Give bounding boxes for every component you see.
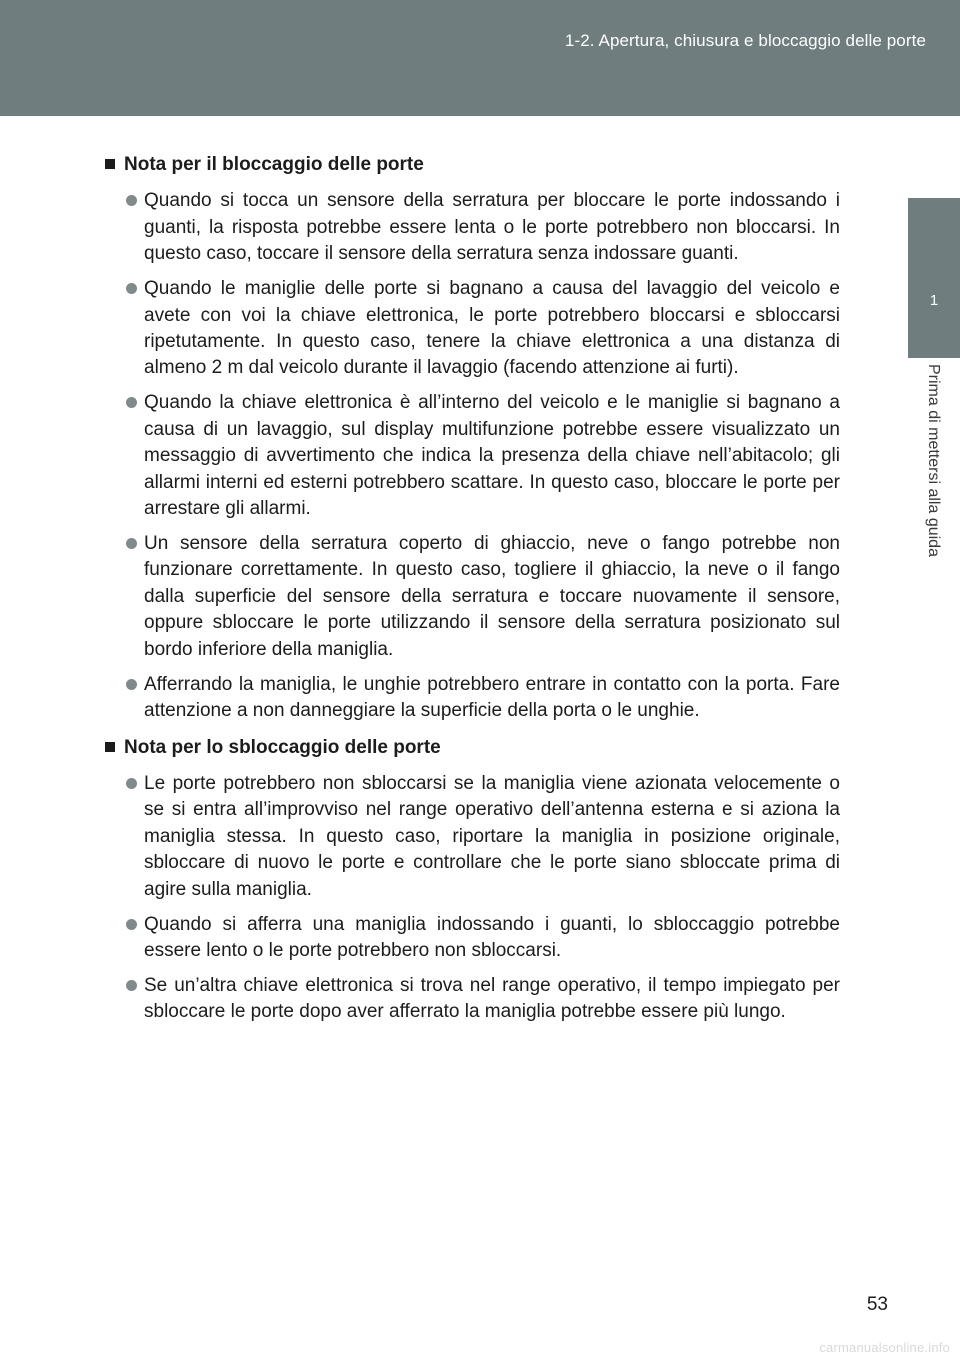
section-heading-text: Nota per lo sbloccaggio delle porte xyxy=(124,736,441,758)
list-item-text: Quando la chiave elettronica è all’interno del veicolo e le maniglie si bagnano a causa di un lavaggio, sul display multifunzione potrebbe essere visualizzato un messaggio di avvertimento che indica la presenza della chiave nell’abitacolo; gli allarmi interni ed esterni potrebbero scattare. In questo caso, bloccare le porte per arrestare gli allarmi. xyxy=(144,392,840,520)
chapter-title-wrap xyxy=(908,358,960,638)
list-item xyxy=(104,771,840,903)
list-item xyxy=(104,531,840,663)
section-heading xyxy=(104,735,840,761)
header-title: 1-2. Apertura, chiusura e bloccaggio delle porte xyxy=(564,31,926,50)
list-item-text: Quando si afferra una maniglia indossando i guanti, lo sbloccaggio potrebbe essere lento o le porte potrebbero non sbloccarsi. xyxy=(144,913,840,961)
list-item-text: Se un’altra chiave elettronica si trova nel range operativo, il tempo impiegato per sbloccare le porte dopo aver afferrato la maniglia potrebbe essere più lungo. xyxy=(144,974,840,1023)
circle-bullet-icon xyxy=(126,778,137,789)
circle-bullet-icon xyxy=(126,980,137,991)
circle-bullet-icon xyxy=(126,919,137,930)
watermark: carmanualsonline.info xyxy=(819,1340,950,1355)
list-item xyxy=(104,912,840,965)
square-bullet-icon xyxy=(105,159,115,169)
circle-bullet-icon xyxy=(126,397,137,408)
list-item-text: Afferrando la maniglia, le unghie potrebbero entrare in contatto con la porta. Fare attenzione a non danneggiare la superficie della porta o le unghie. xyxy=(144,673,840,722)
chapter-tab xyxy=(908,198,960,358)
circle-bullet-icon xyxy=(126,679,137,690)
square-bullet-icon xyxy=(105,742,115,752)
list-item xyxy=(104,276,840,382)
chapter-number: 1 xyxy=(929,292,939,309)
list-item-text: Un sensore della serratura coperto di ghiaccio, neve o fango potrebbe non funzionare correttamente. In questo caso, togliere il ghiaccio, la neve o il fango dalla superficie del sensore della serratura e toccare nuovamente il sensore, oppure sbloccare le porte utilizzando il sensore della serratura posizionato sul bordo inferiore della maniglia. xyxy=(144,533,840,660)
list-item-text: Le porte potrebbero non sbloccarsi se la maniglia viene azionata velocemente o se si entra all’improvviso nel range operativo dell’antenna esterna e si aziona la maniglia stessa. In questo caso, riportare la maniglia in posizione originale, sbloccare di nuovo le porte e controllare che le porte siano sbloccate prima di agire sulla maniglia. xyxy=(144,772,840,900)
list-item xyxy=(104,672,840,725)
section-heading xyxy=(104,152,840,178)
circle-bullet-icon xyxy=(126,283,137,294)
circle-bullet-icon xyxy=(126,538,137,549)
section-locking-notes xyxy=(104,152,840,725)
section-unlocking-notes xyxy=(104,735,840,1026)
list-item-text: Quando le maniglie delle porte si bagnano a causa del lavaggio del veicolo e avete con voi la chiave elettronica, le porte potrebbero bloccarsi e sbloccarsi ripetutamente. In questo caso, tenere la chiave elettronica a una distanza di almeno 2 m dal veicolo durante il lavaggio (facendo attenzione ai furti). xyxy=(144,278,840,379)
list-item-text: Quando si tocca un sensore della serratura per bloccare le porte indossando i guanti, la risposta potrebbe essere lenta o le porte potrebbero non bloccarsi. In questo caso, toccare il sensore della serratura senza indossare guanti. xyxy=(144,190,840,265)
list-item xyxy=(104,973,840,1026)
page-number: 53 xyxy=(866,1294,888,1315)
circle-bullet-icon xyxy=(126,195,137,206)
list-item xyxy=(104,188,840,267)
section-heading-text: Nota per il bloccaggio delle porte xyxy=(124,154,424,175)
list-item xyxy=(104,390,840,522)
page-content xyxy=(104,152,840,1036)
chapter-title: Prima di mettersi alla guida xyxy=(925,364,942,557)
page-header xyxy=(0,0,960,116)
